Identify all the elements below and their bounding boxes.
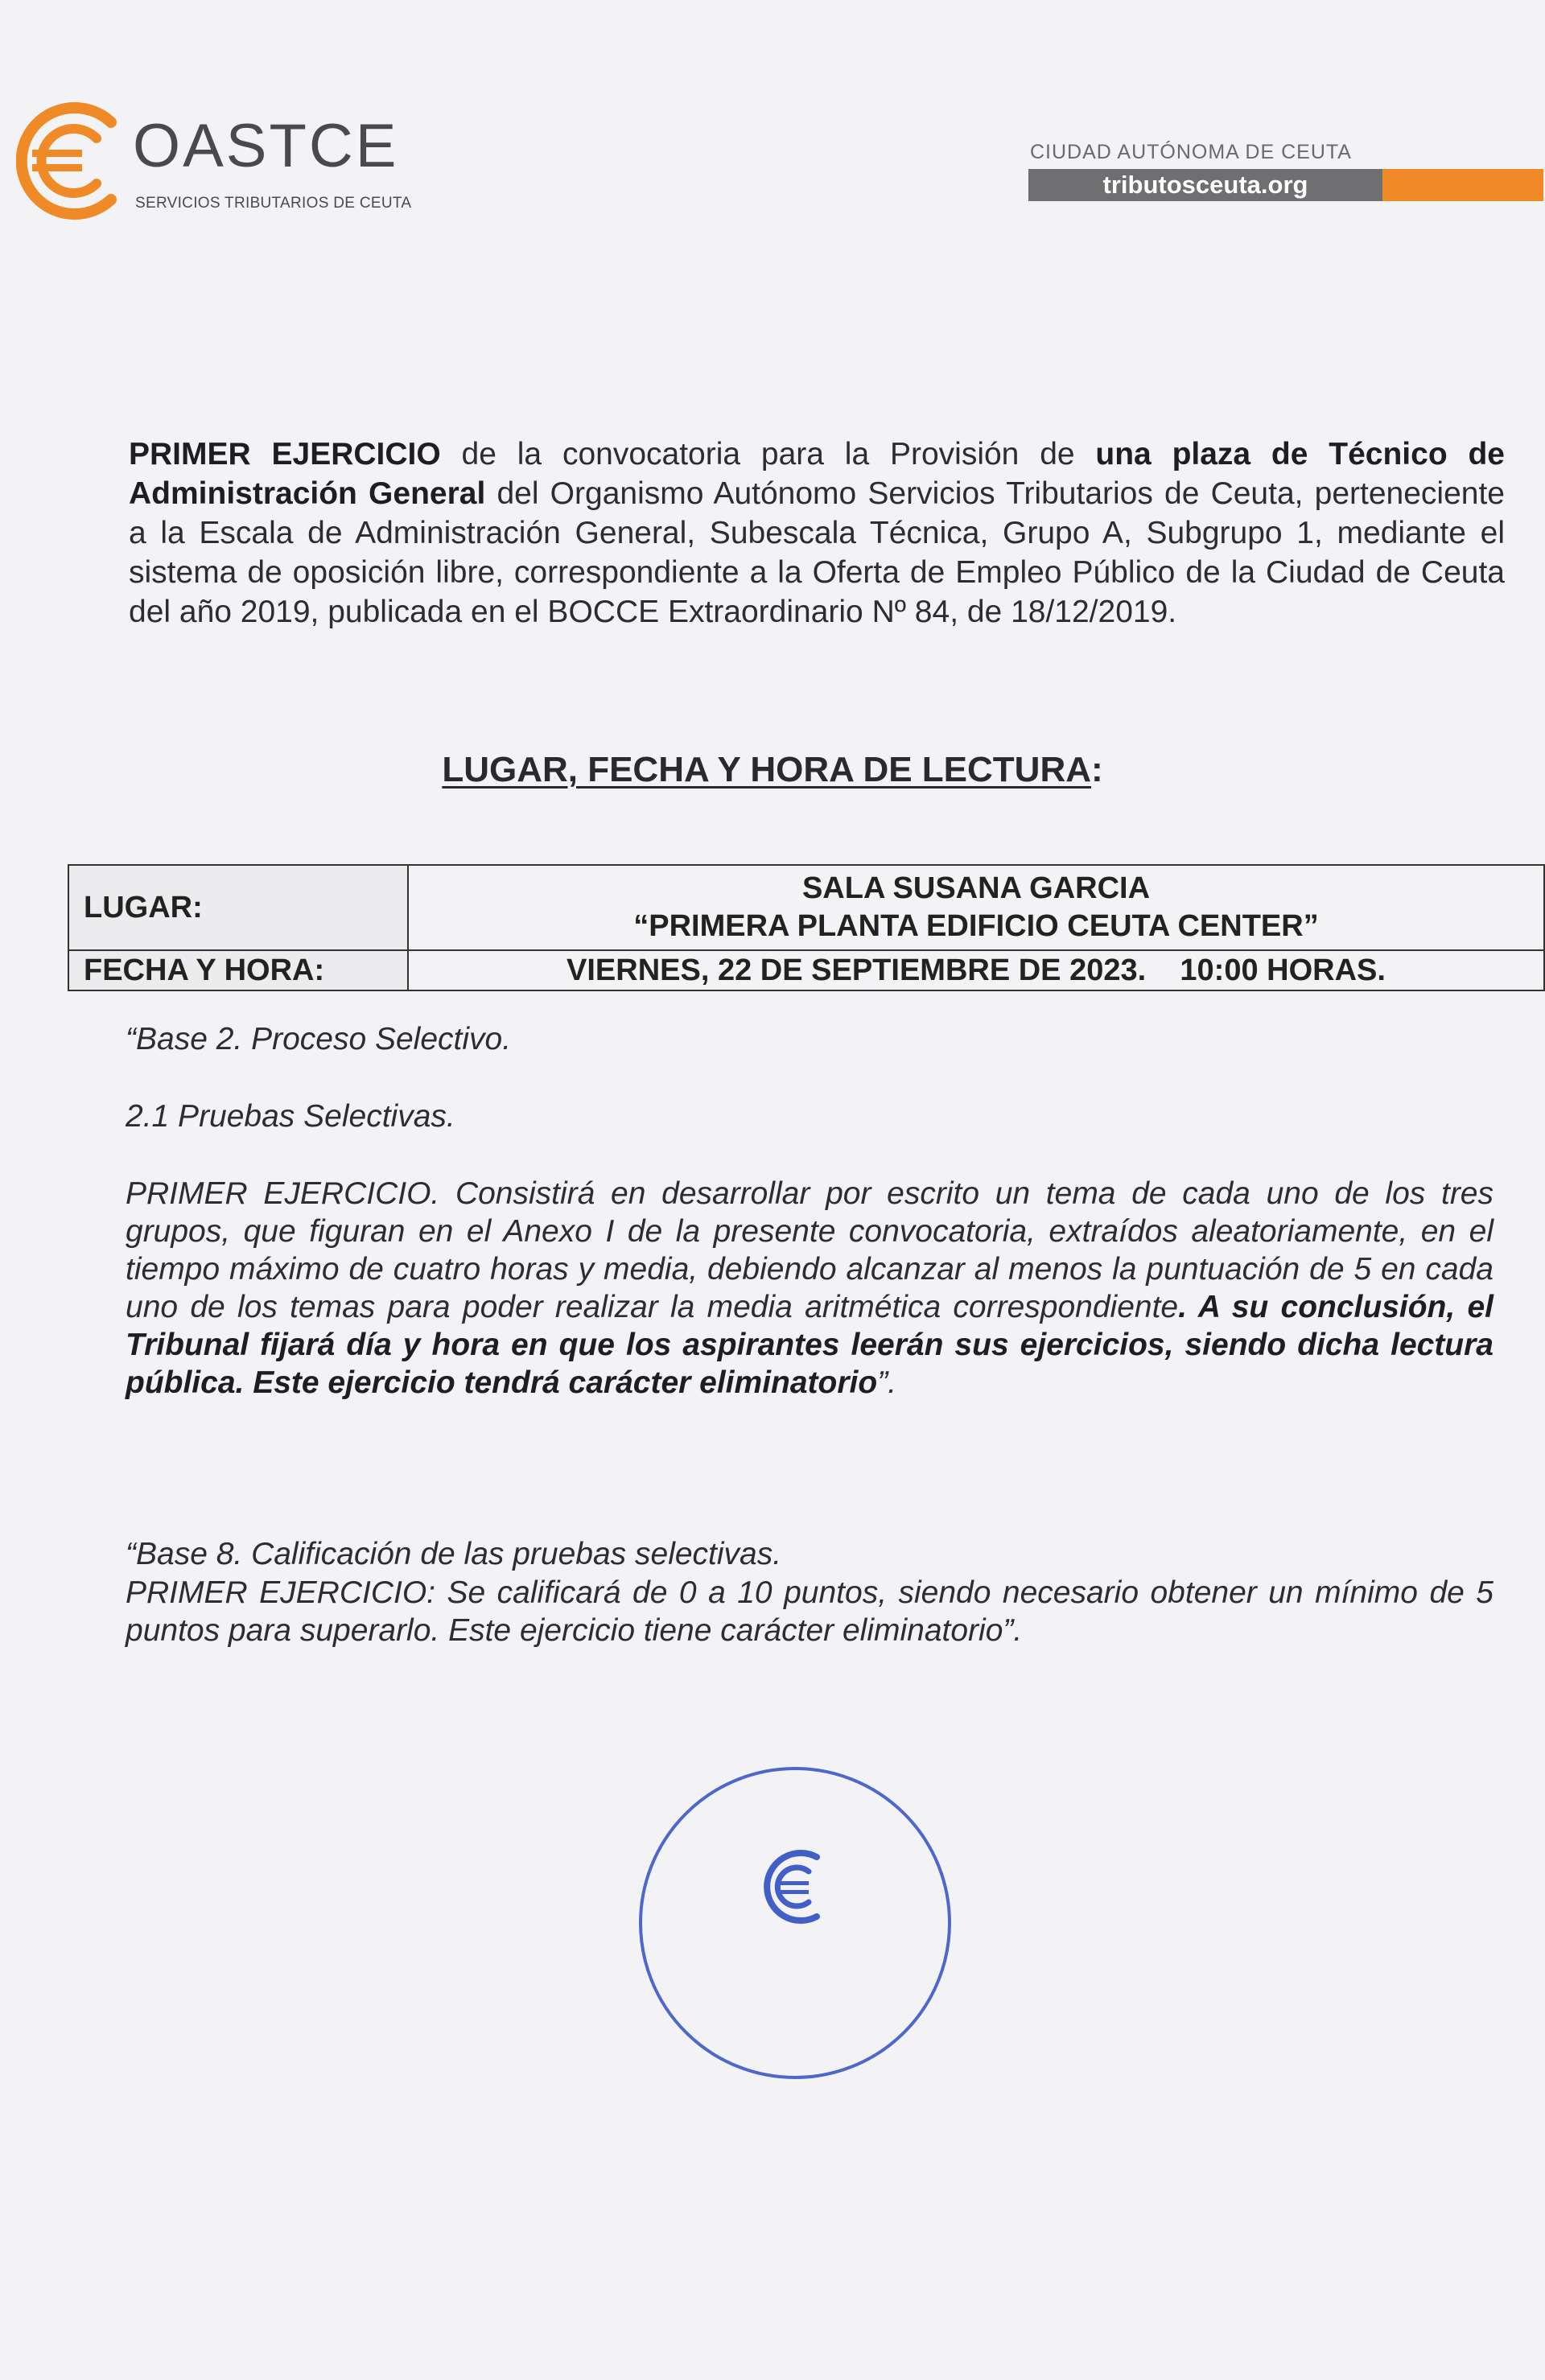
base2-subtitle: 2.1 Pruebas Selectivas. <box>126 1099 455 1134</box>
official-stamp <box>634 1762 956 2084</box>
website-bar <box>1028 169 1543 201</box>
base8-text: PRIMER EJERCICIO: Se calificará de 0 a 10 puntos, siendo necesario obtener un mínimo de 5 puntos para superarlo. Este ejercicio tiene carácter eliminatorio”. <box>126 1575 1494 1648</box>
base2-title: “Base 2. Proceso Selectivo. <box>126 1022 512 1056</box>
header-right <box>1028 141 1543 201</box>
oastce-logo <box>16 97 418 225</box>
intro-bold-1: PRIMER EJERCICIO <box>129 437 441 471</box>
base2-text: PRIMER EJERCICIO. Consistirá en desarrollar por escrito un tema de cada uno de los tres grupos, que figuran en el Anexo I de la presente convocatoria, extraídos aleatoriamente, en el tiempo máximo de cuatro horas y media, debiendo alcanzar al menos la puntuación de 5 en cada uno de los temas para poder realizar la media aritmética correspondiente. A su conclusión, el Tribunal fijará día y hora en que los aspirantes leerán sus ejercicios, siendo dicha lectura pública. Este ejercicio tendrá carácter eliminatorio”. <box>126 1176 1494 1400</box>
place-date-table <box>68 864 1545 991</box>
website-link[interactable]: tributosceuta.org <box>1102 171 1308 199</box>
euro-logo-icon <box>16 97 137 225</box>
lugar-value: SALA SUSANA GARCIA “PRIMERA PLANTA EDIFICIO CEUTA CENTER” <box>408 865 1544 950</box>
lugar-label: LUGAR: <box>68 865 408 950</box>
intro-paragraph: PRIMER EJERCICIO de la convocatoria para la Provisión de una plaza de Técnico de Administración General del Organismo Autónomo Servicios Tributarios de Ceuta, perteneciente a la Escala de Administración General, Subescala Técnica, Grupo A, Subgrupo 1, mediante el sistema de oposición libre, correspondiente a la Oferta de Empleo Público de la Ciudad de Ceuta del año 2019, publicada en el BOCCE Extraordinario Nº 84, de 18/12/2019. <box>129 437 1505 629</box>
base8-title: “Base 8. Calificación de las pruebas selectivas. <box>126 1537 782 1571</box>
city-label: CIUDAD AUTÓNOMA DE CEUTA <box>1030 141 1352 163</box>
fecha-value: VIERNES, 22 DE SEPTIEMBRE DE 2023. 10:00 HORAS. <box>408 950 1544 990</box>
section-heading: LUGAR, FECHA Y HORA DE LECTURA: <box>442 750 1103 789</box>
logo-name: OASTCE <box>133 112 399 180</box>
table-row <box>68 865 1544 950</box>
logo-subtitle: SERVICIOS TRIBUTARIOS DE CEUTA <box>135 195 412 212</box>
stamp-seal-icon <box>634 1762 956 2084</box>
intro-bold-2: una plaza de Técnico de Administración General <box>129 437 1505 511</box>
fecha-label: FECHA Y HORA: <box>68 950 408 990</box>
table-row <box>68 950 1544 990</box>
